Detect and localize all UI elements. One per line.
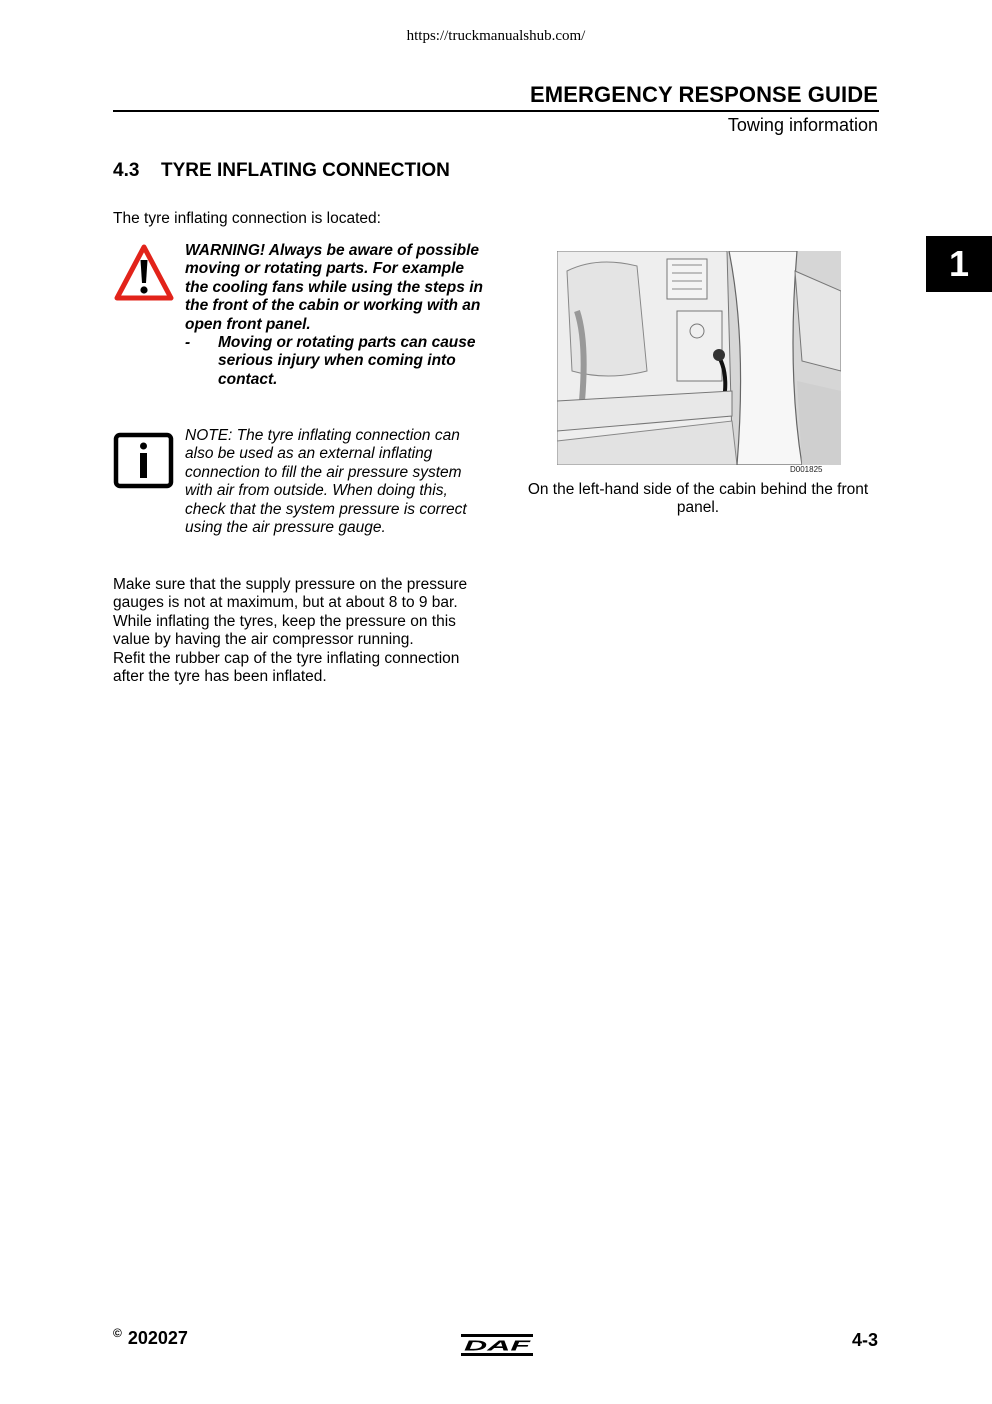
document-code: 202027	[127, 1328, 188, 1348]
chapter-tab-number: 1	[948, 243, 970, 284]
info-icon	[113, 432, 175, 490]
section-number: 4.3	[113, 160, 140, 181]
body-paragraph-2: While inflating the tyres, keep the pressure on this value by having the air compressor running.	[113, 612, 456, 649]
source-url: https://truckmanualshub.com/	[406, 28, 586, 44]
copyright	[113, 1326, 188, 1349]
warning-triangle-icon	[113, 243, 175, 303]
warning-message	[185, 242, 485, 389]
daf-logo	[461, 1334, 533, 1356]
document-subtitle: Towing information	[727, 115, 878, 135]
body-paragraph-1: Make sure that the supply pressure on the pressure gauges is not at maximum, but at about 8 to 9 bar.	[113, 576, 468, 612]
body-text	[113, 576, 478, 686]
page-number: 4-3	[851, 1330, 878, 1350]
chapter-tab	[926, 236, 992, 292]
document-title: EMERGENCY RESPONSE GUIDE	[530, 82, 878, 107]
cabin-front-illustration	[557, 251, 841, 465]
section-heading	[113, 160, 450, 182]
intro-text: The tyre inflating connection is located:	[113, 210, 381, 227]
figure-caption: On the left-hand side of the cabin behind the front panel.	[527, 481, 869, 517]
warning-text: WARNING! Always be aware of possible moving or rotating parts. For example the cooling fans while using the steps in the front of the cabin or working with an open front panel.	[185, 242, 483, 333]
header-divider	[113, 110, 879, 112]
note-text: NOTE: The tyre inflating connection can also be used as an external inflating connection to fill the air pressure system with air from outside. When doing this, check that the system pressure is correct using the air pressure gauge.	[185, 427, 467, 537]
daf-logo-text: DAF	[464, 1337, 532, 1355]
figure-code: D001825	[790, 465, 823, 474]
warning-bullet-text: Moving or rotating parts can cause serious injury when coming into contact.	[218, 334, 476, 388]
warning-bullet	[185, 334, 485, 389]
bullet-marker: -	[185, 334, 191, 352]
body-paragraph-3: Refit the rubber cap of the tyre inflating connection after the tyre has been inflated.	[113, 649, 460, 686]
section-title: TYRE INFLATING CONNECTION	[161, 160, 450, 181]
copyright-symbol: ©	[113, 1326, 122, 1340]
